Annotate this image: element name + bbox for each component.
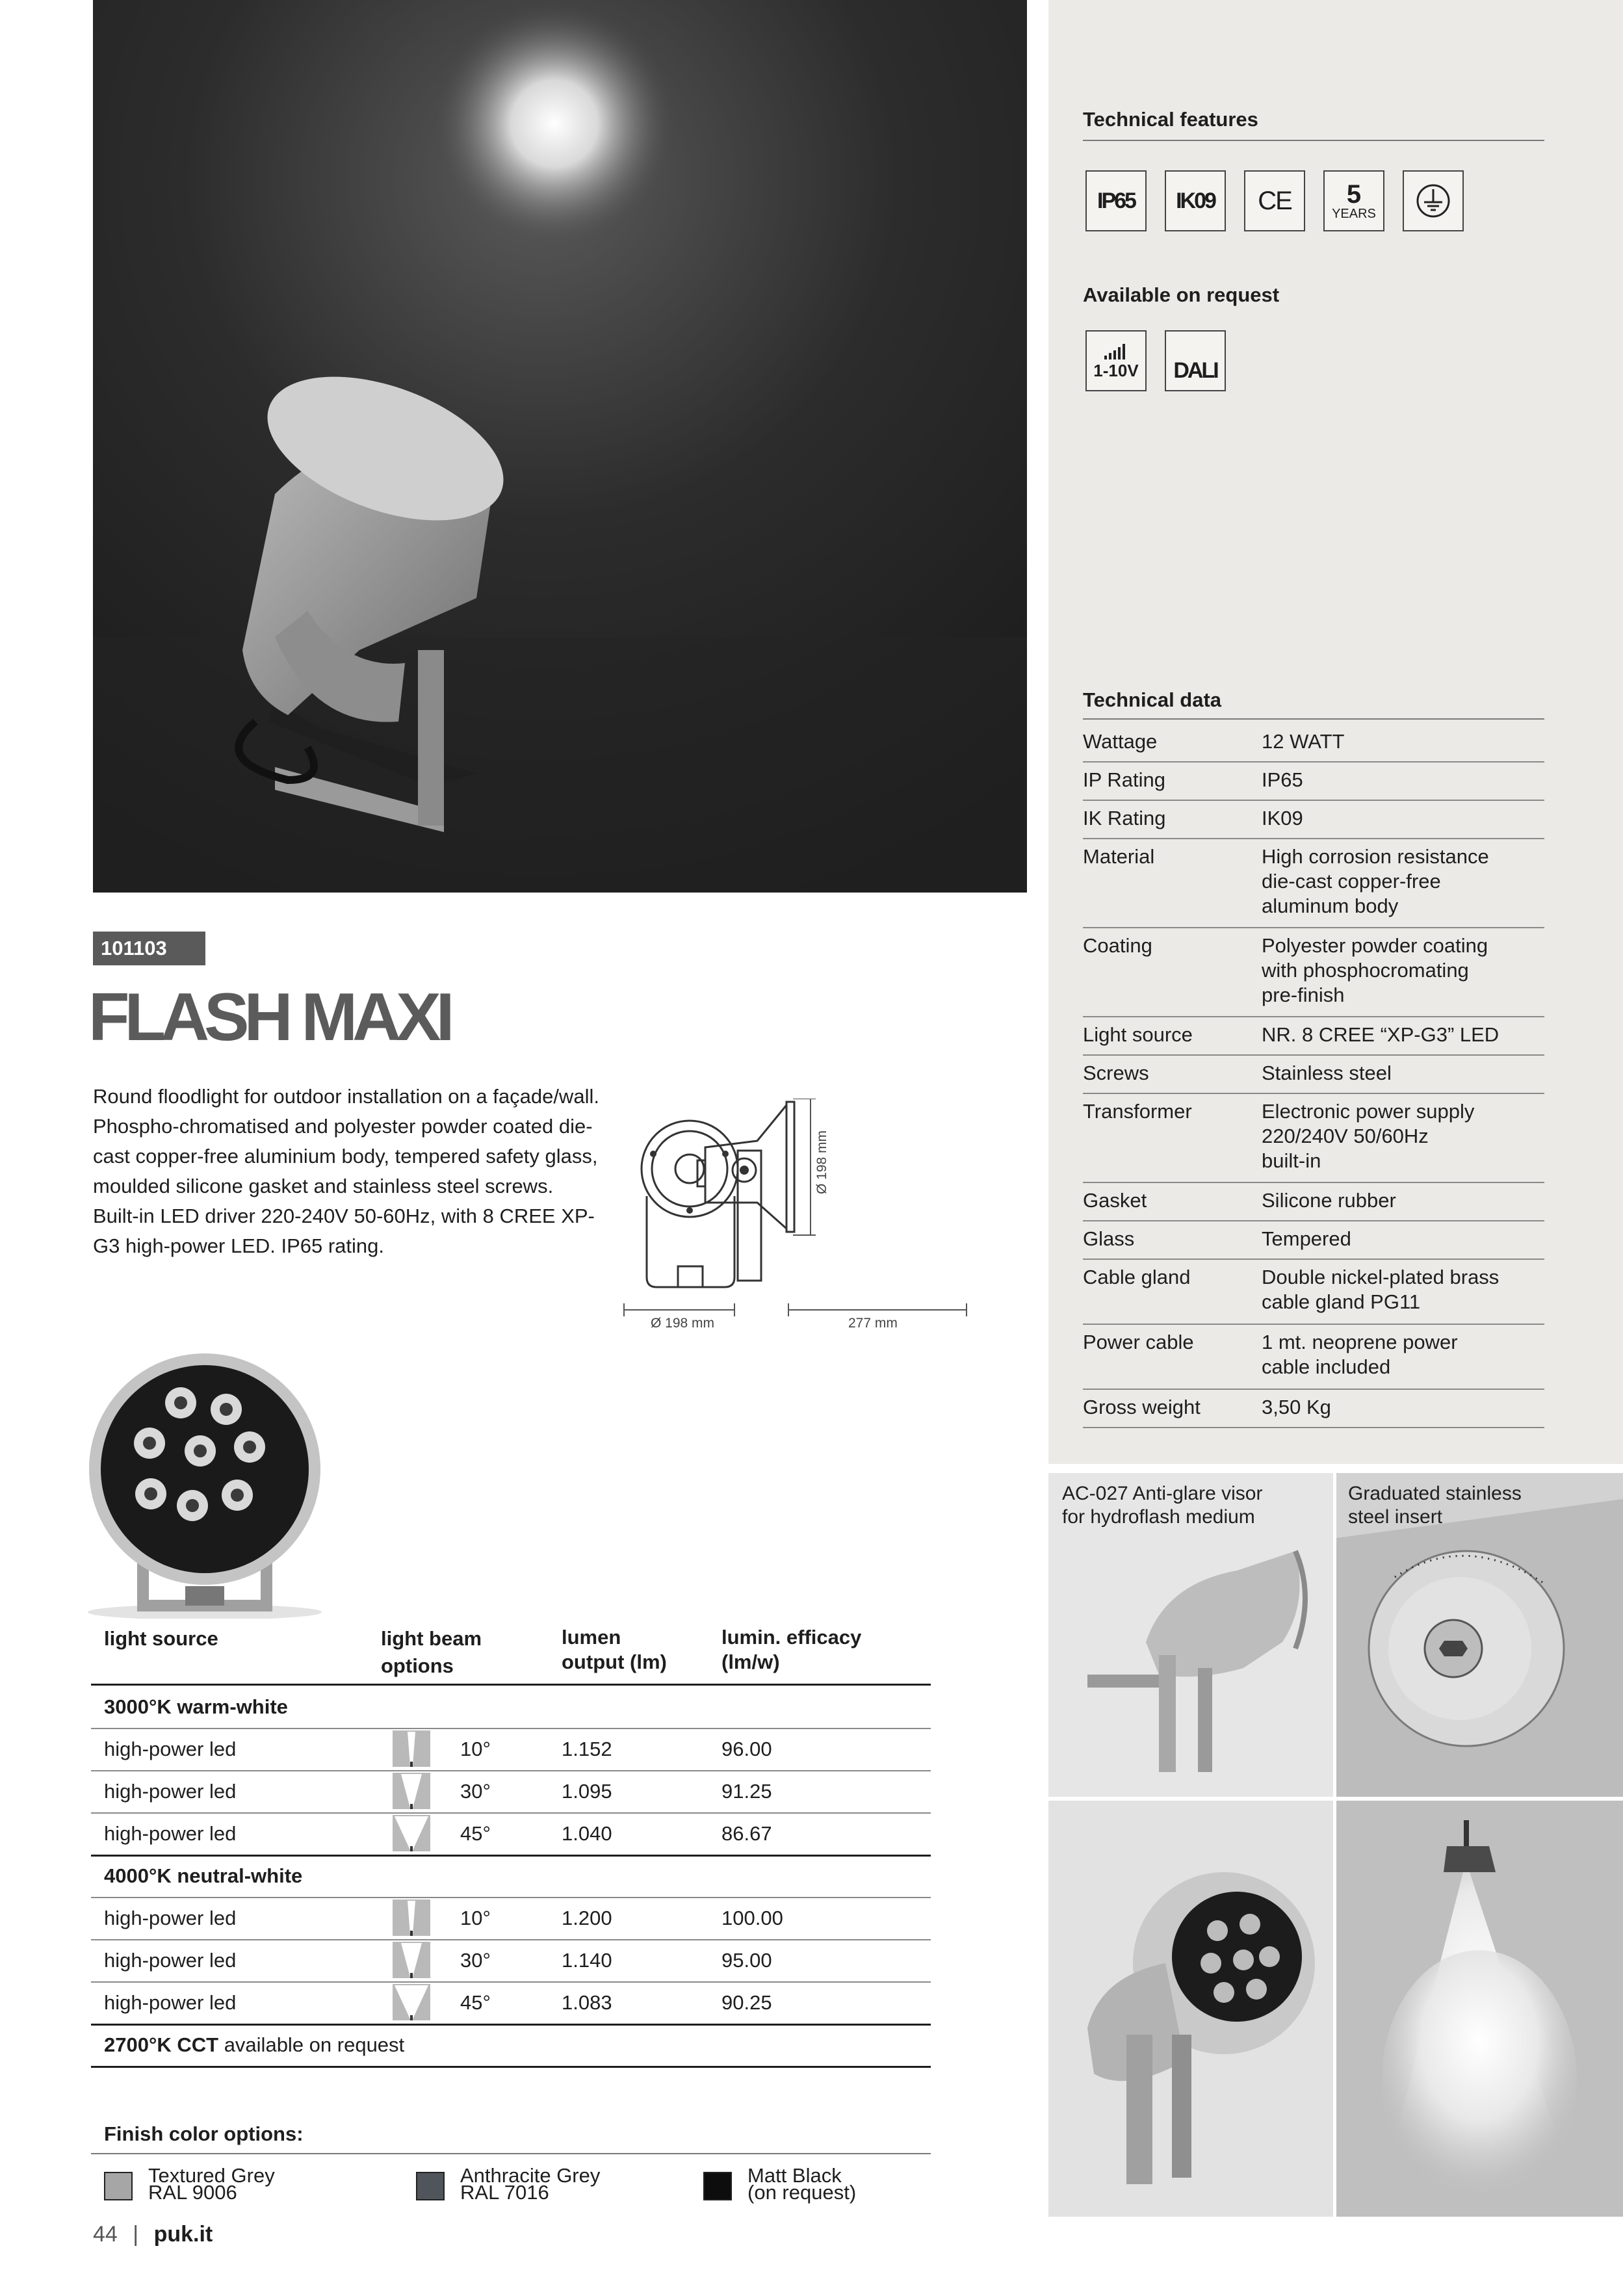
technical-features-title: Technical features <box>1083 108 1258 131</box>
lumen-cell: 1.152 <box>562 1738 612 1760</box>
light-table-row <box>91 1770 931 1812</box>
technical-data-row <box>1083 800 1544 839</box>
beam-angle-icon <box>393 1984 430 2020</box>
dimming-1-10v-icon: 1-10V <box>1085 330 1147 391</box>
technical-data-row <box>1083 1093 1544 1183</box>
technical-data-value: IP65 <box>1262 768 1303 791</box>
technical-data-label: IP Rating <box>1083 768 1165 791</box>
page-number: 44 <box>93 2222 118 2247</box>
technical-data-label: Gasket <box>1083 1189 1147 1212</box>
dali-icon: DALI <box>1165 330 1226 391</box>
product-name: FLASH MAXI <box>88 980 450 1055</box>
technical-data-label: Cable gland <box>1083 1266 1191 1288</box>
finish-title: Finish color options: <box>104 2122 304 2145</box>
technical-data-value: Silicone rubber <box>1262 1189 1396 1212</box>
divider <box>91 2066 931 2068</box>
ik09-icon: IK09 <box>1165 170 1226 231</box>
accessory-visor-caption: AC-027 Anti-glare visor for hydroflash medium <box>1062 1483 1263 1528</box>
technical-data-value: Polyester powder coating with phosphocromating pre-finish <box>1262 934 1488 1006</box>
technical-data-label: Power cable <box>1083 1331 1194 1353</box>
technical-data-row <box>1083 927 1544 1017</box>
technical-data-row <box>1083 1389 1544 1428</box>
beam-angle-cell: 30° <box>460 1780 491 1803</box>
light-source-cell: high-power led <box>104 1822 237 1845</box>
available-on-request-title: Available on request <box>1083 283 1280 306</box>
accessory-insert-caption: Graduated stainless steel insert <box>1348 1483 1522 1528</box>
technical-data-row <box>1083 1259 1544 1325</box>
header-lumen-output: lumen output (lm) <box>562 1626 667 1673</box>
technical-data-value: 1 mt. neoprene power cable included <box>1262 1331 1458 1378</box>
divider <box>91 1684 931 1686</box>
product-code: 101103 <box>101 937 167 959</box>
efficacy-cell: 86.67 <box>721 1822 772 1845</box>
technical-data-value: Double nickel-plated brass cable gland PG11 <box>1262 1266 1500 1313</box>
technical-data-row <box>1083 1016 1544 1056</box>
light-effect-illustration <box>1336 1801 1623 2217</box>
light-source-cell: high-power led <box>104 1738 237 1760</box>
light-table-row <box>91 1981 931 2024</box>
finish-option-anthracite-grey <box>416 2164 689 2208</box>
efficacy-cell: 96.00 <box>721 1738 772 1760</box>
site-link[interactable]: puk.it <box>153 2222 213 2247</box>
beam-angle-icon <box>393 1815 430 1851</box>
efficacy-cell: 95.00 <box>721 1949 772 1972</box>
technical-data-value: IK09 <box>1262 807 1303 829</box>
technical-data-value: High corrosion resistance die-cast copper-free aluminum body <box>1262 845 1489 917</box>
light-group-title: 4000°K neutral-white <box>104 1864 303 1887</box>
light-table-header <box>91 1625 931 1681</box>
beam-angle-cell: 45° <box>460 1822 491 1845</box>
finish-code: RAL 7016 <box>460 2181 549 2204</box>
color-swatch <box>703 2172 732 2200</box>
earth-ground-icon <box>1403 170 1464 231</box>
light-table-row <box>91 1897 931 1939</box>
lumen-cell: 1.040 <box>562 1822 612 1845</box>
technical-features-badges <box>1085 170 1475 233</box>
lumen-cell: 1.200 <box>562 1907 612 1929</box>
finish-name: Matt Black <box>747 2164 842 2187</box>
light-source-cell: high-power led <box>104 1780 237 1803</box>
divider <box>91 1855 931 1857</box>
technical-drawing <box>621 1099 1011 1346</box>
technical-data-title: Technical data <box>1083 688 1222 711</box>
technical-data-label: Screws <box>1083 1062 1149 1084</box>
technical-data-value: Stainless steel <box>1262 1062 1392 1084</box>
technical-data-label: Material <box>1083 845 1155 868</box>
beam-angle-cell: 30° <box>460 1949 491 1972</box>
hero-lamp-illustration <box>93 0 1027 893</box>
dim-height-label: Ø 198 mm <box>814 1130 829 1195</box>
technical-data-row <box>1083 1182 1544 1221</box>
dim-front-width-label: Ø 198 mm <box>651 1316 715 1331</box>
light-source-cell: high-power led <box>104 1949 237 1972</box>
beam-angle-icon <box>393 1899 430 1936</box>
dim-side-length-label: 277 mm <box>848 1316 898 1331</box>
light-source-cell: high-power led <box>104 1907 237 1929</box>
beam-angle-cell: 10° <box>460 1738 491 1760</box>
ce-mark-icon: CE <box>1244 170 1305 231</box>
color-swatch <box>104 2172 133 2200</box>
lumen-cell: 1.095 <box>562 1780 612 1803</box>
divider <box>1083 718 1544 720</box>
warranty-icon: 5 YEARS <box>1323 170 1384 231</box>
technical-data-value: 12 WATT <box>1262 730 1345 753</box>
light-table-row <box>91 1728 931 1770</box>
led-array-illustration <box>78 1346 331 1619</box>
header-lumin-efficacy: lumin. efficacy (lm/w) <box>721 1626 862 1673</box>
color-swatch <box>416 2172 445 2200</box>
divider <box>1083 140 1544 141</box>
lumen-cell: 1.083 <box>562 1991 612 2014</box>
lamp-detail-photo <box>1048 1801 1333 2217</box>
beam-angle-icon <box>393 1773 430 1809</box>
technical-data-label: Transformer <box>1083 1100 1192 1123</box>
ip65-icon: IP65 <box>1085 170 1147 231</box>
header-light-beam: light beam options <box>381 1627 482 1677</box>
efficacy-cell: 91.25 <box>721 1780 772 1803</box>
footer-separator: | <box>133 2222 139 2247</box>
beam-angle-icon <box>393 1730 430 1767</box>
efficacy-cell: 90.25 <box>721 1991 772 2014</box>
available-on-request-badges <box>1085 330 1248 393</box>
technical-data-label: Gross weight <box>1083 1396 1201 1418</box>
technical-data-value: NR. 8 CREE “XP-G3” LED <box>1262 1023 1500 1046</box>
finish-name: Anthracite Grey <box>460 2164 601 2187</box>
technical-data-row <box>1083 1054 1544 1094</box>
divider <box>91 2153 931 2154</box>
technical-data-label: Glass <box>1083 1227 1135 1250</box>
finish-name: Textured Grey <box>148 2164 275 2187</box>
footer <box>93 2222 213 2247</box>
light-source-cell: high-power led <box>104 1991 237 2014</box>
technical-data-row <box>1083 1324 1544 1390</box>
hero-photo <box>93 0 1027 893</box>
beam-angle-icon <box>393 1942 430 1978</box>
beam-angle-cell: 10° <box>460 1907 491 1929</box>
technical-data-value: Tempered <box>1262 1227 1351 1250</box>
finish-code: (on request) <box>747 2181 857 2204</box>
divider <box>91 2024 931 2026</box>
finish-code: RAL 9006 <box>148 2181 237 2204</box>
technical-data-label: IK Rating <box>1083 807 1166 829</box>
technical-data-value: 3,50 Kg <box>1262 1396 1331 1418</box>
light-group-title: 3000°K warm-white <box>104 1695 288 1718</box>
beam-angle-cell: 45° <box>460 1991 491 2014</box>
light-table-row <box>91 1939 931 1981</box>
light-table-row <box>91 1812 931 1855</box>
cct-note <box>104 2033 944 2057</box>
technical-data-label: Light source <box>1083 1023 1193 1046</box>
lumen-cell: 1.140 <box>562 1949 612 1972</box>
product-description: Round floodlight for outdoor installation on a façade/wall. Phospho-chromatised and polyester powder coated die-cast copper-free aluminium body, tempered safety glass, moulded silicone gasket and stainless steel screws. Built-in LED driver 220-240V 50-60Hz, with 8 CREE XP-G3 high-power LED. IP65 rating. <box>93 1085 599 1257</box>
lamp-detail-illustration <box>1048 1801 1333 2217</box>
technical-data-row <box>1083 723 1544 763</box>
technical-data-row <box>1083 761 1544 801</box>
technical-data-row <box>1083 838 1544 928</box>
header-light-source: light source <box>104 1627 218 1650</box>
technical-data-row <box>1083 1220 1544 1260</box>
product-code-badge <box>93 932 205 965</box>
finish-option-matt-black <box>703 2164 937 2208</box>
technical-data-label: Wattage <box>1083 730 1158 753</box>
light-effect-photo <box>1336 1801 1623 2217</box>
technical-data-label: Coating <box>1083 934 1152 957</box>
finish-option-textured-grey <box>104 2164 377 2208</box>
technical-data-value: Electronic power supply 220/240V 50/60Hz built-in <box>1262 1100 1475 1172</box>
efficacy-cell: 100.00 <box>721 1907 783 1929</box>
cct-note-text: available on request <box>218 2033 405 2056</box>
cct-note-highlight: 2700°K CCT <box>104 2033 219 2056</box>
led-front-photo <box>78 1346 331 1619</box>
